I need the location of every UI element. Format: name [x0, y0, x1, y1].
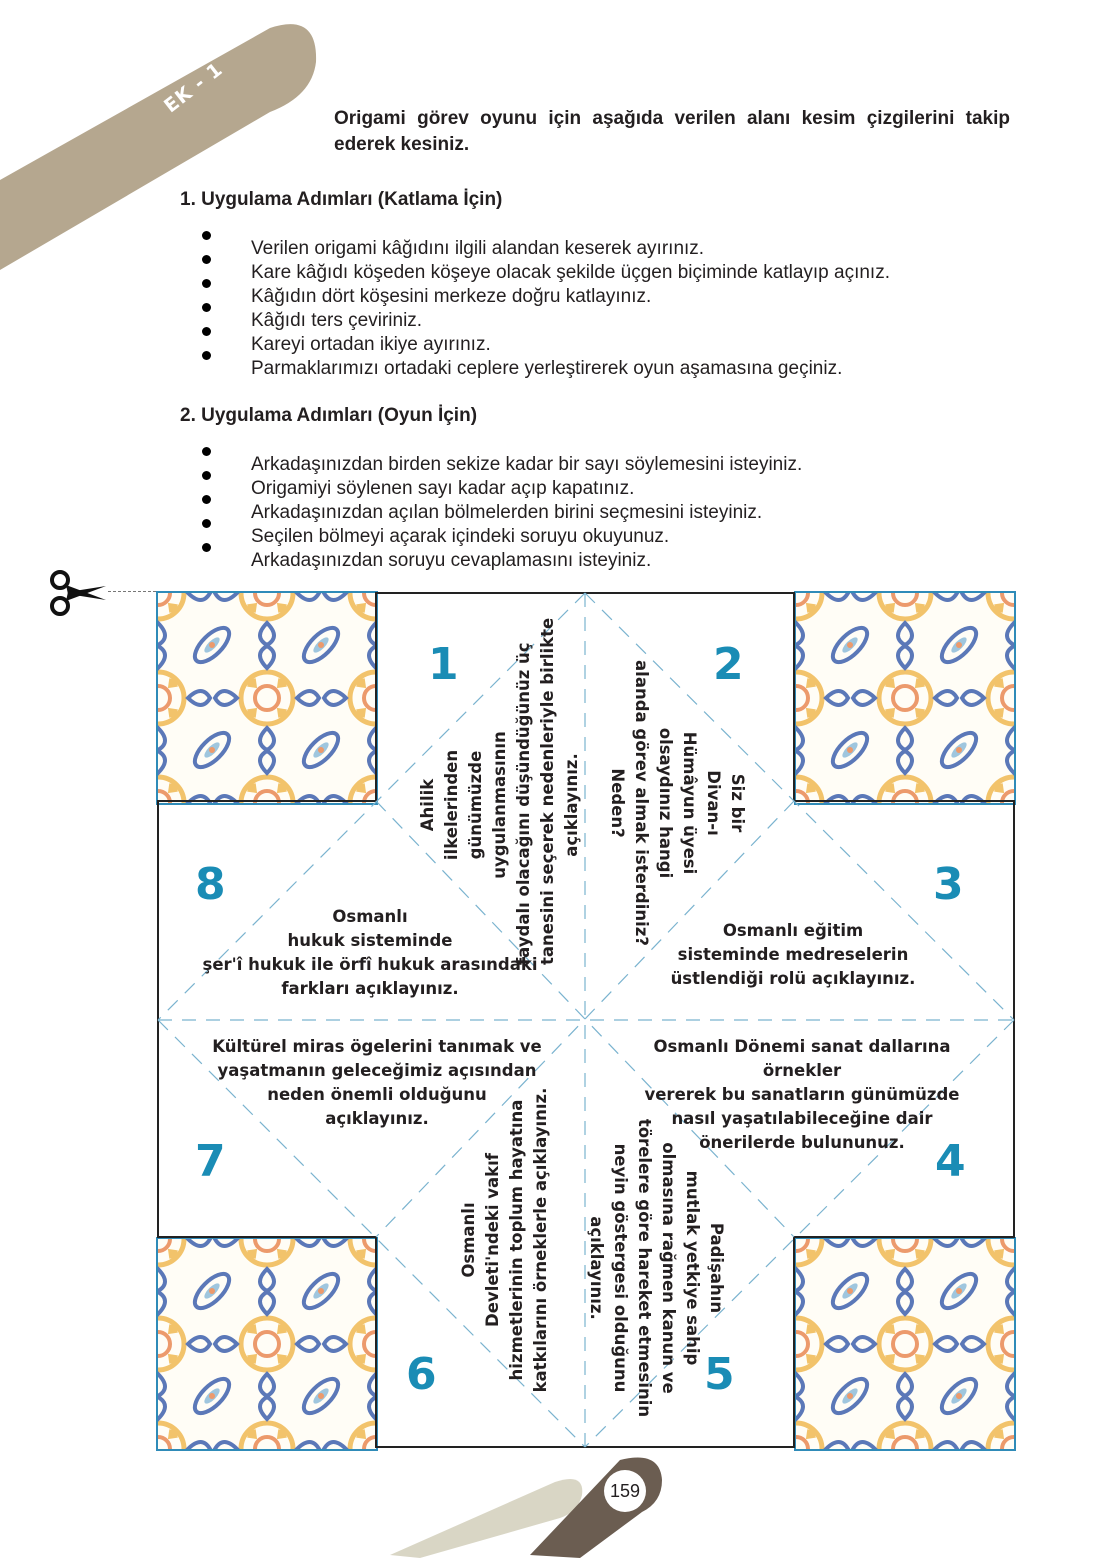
- number-4: 4: [935, 1136, 966, 1187]
- cut-line: [108, 591, 156, 592]
- list-item: Verilen origami kâğıdını ilgili alandan keserek ayırınız.: [200, 237, 890, 261]
- question-8: Osmanlı hukuk sisteminde şer'î hukuk ile örfî hukuk arasındaki farkları açıklayınız.: [202, 907, 538, 998]
- section2-list: [200, 453, 802, 573]
- number-6: 6: [406, 1349, 437, 1400]
- list-item: Seçilen bölmeyi açarak içindeki soruyu okuyunuz.: [200, 525, 802, 549]
- tile-pattern-bottom-left: [156, 1237, 378, 1451]
- intro-text: Origami görev oyunu için aşağıda verilen alanı kesim çizgilerini takip ederek kesiniz.: [334, 108, 1010, 155]
- question-7: Kültürel miras ögelerini tanımak ve yaşatmanın geleceğimiz açısından neden önemli olduğunu açıklayınız.: [212, 1037, 542, 1128]
- list-item: Kareyi ortadan ikiye ayırınız.: [200, 333, 890, 357]
- number-2: 2: [713, 639, 744, 690]
- list-item: Kare kâğıdı köşeden köşeye olacak şekilde üçgen biçiminde katlayıp açınız.: [200, 261, 890, 285]
- number-8: 8: [195, 859, 226, 910]
- list-item: Arkadaşınızdan soruyu cevaplamasını isteyiniz.: [200, 549, 802, 573]
- list-item: Arkadaşınızdan açılan bölmelerden birini seçmesini isteyiniz.: [200, 501, 802, 525]
- appendix-label: EK - 1: [160, 58, 228, 118]
- list-item: Kâğıdı ters çeviriniz.: [200, 309, 890, 333]
- list-item: Origamiyi söylenen sayı kadar açıp kapatınız.: [200, 477, 802, 501]
- list-item: Parmaklarımızı ortadaki ceplere yerleştirerek oyun aşamasına geçiniz.: [200, 357, 890, 381]
- list-item: Kâğıdın dört köşesini merkeze doğru katlayınız.: [200, 285, 890, 309]
- tile-pattern-top-right: [794, 591, 1016, 805]
- question-3: Osmanlı eğitim sisteminde medreselerin üstlendiği rolü açıklayınız.: [670, 921, 916, 988]
- scissors-icon: [46, 570, 108, 616]
- number-3: 3: [933, 859, 964, 910]
- number-5: 5: [704, 1349, 735, 1400]
- number-1: 1: [428, 639, 459, 690]
- page-number: 159: [604, 1470, 646, 1512]
- question-4: Osmanlı Dönemi sanat dallarına örnekler vererek bu sanatların günümüzde nasıl yaşatılabileceğine dair önerilerde bulununuz.: [644, 1037, 960, 1152]
- section1-title: 1. Uygulama Adımları (Katlama İçin): [180, 189, 503, 210]
- section2-title: 2. Uygulama Adımları (Oyun İçin): [180, 405, 478, 426]
- number-7: 7: [195, 1136, 226, 1187]
- tile-pattern-bottom-right: [794, 1237, 1016, 1451]
- section1-list: [200, 237, 890, 381]
- tile-pattern-top-left: [156, 591, 378, 805]
- list-item: Arkadaşınızdan birden sekize kadar bir sayı söylemesini isteyiniz.: [200, 453, 802, 477]
